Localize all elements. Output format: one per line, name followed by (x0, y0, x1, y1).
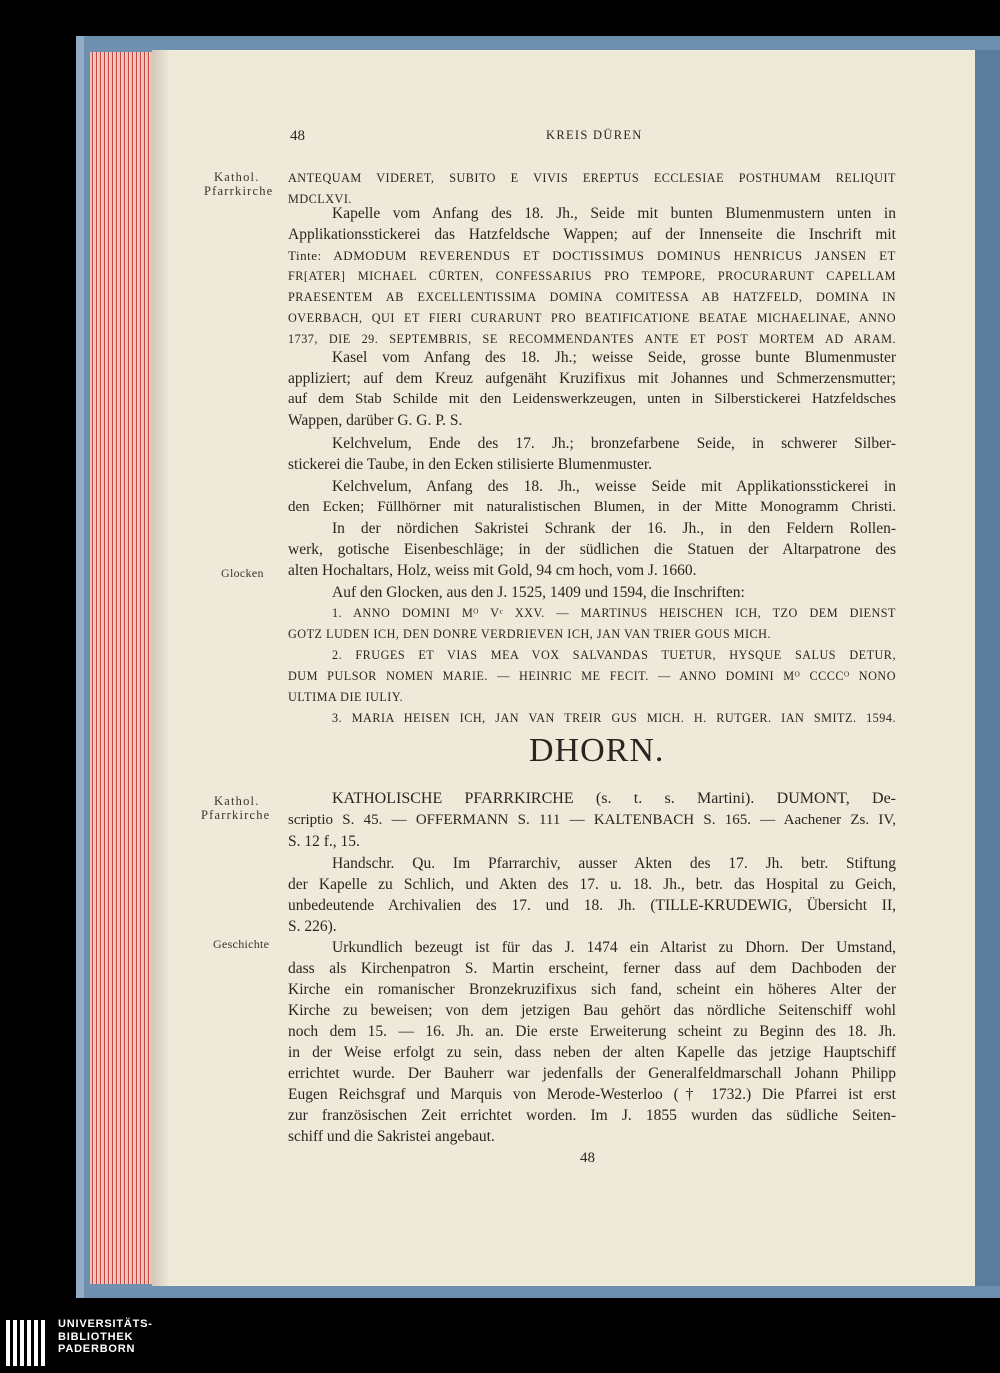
text-line-24: 2. FRUGES ET VIAS MEA VOX SALVANDAS TUETUR, HYSQUE SALUS DETUR, (332, 648, 896, 662)
text-line-09: 1737, DIE 29. SEPTEMBRIS, SE RECOMMENDANTES ANTE ET POST MORTEM AD ARAM. (288, 332, 896, 346)
text-line-14: Kelchvelum, Ende des 17. Jh.; bronzefarbene Seide, in schwerer Silber- (332, 435, 896, 452)
footer-page-number: 48 (580, 1150, 595, 1166)
text-line-12: auf dem Stab Schilde mit den Leidenswerkzeugen, unten in Silberstickerei Hatzfeldsches (288, 391, 896, 407)
text-line-31: Handschr. Qu. Im Pfarrarchiv, ausser Akten des 17. Jh. betr. Stiftung (332, 855, 896, 872)
text-line-03: Kapelle vom Anfang des 18. Jh., Seide mit bunten Blumenmustern unten in (332, 205, 896, 222)
text-line-27: 3. MARIA HEISEN ICH, JAN VAN TREIR GUS MICH. H. RUTGER. IAN SMITZ. 1594. (332, 711, 896, 725)
text-line-26: ULTIMA DIE IULIY. (288, 690, 404, 704)
text-line-20: alten Hochaltars, Holz, weiss mit Gold, 94 cm hoch, vom J. 1660. (288, 562, 697, 579)
margin-note-glocken: Glocken (221, 566, 264, 580)
text-line-04: Applikationsstickerei das Hatzfeldsche Wappen; auf der Innenseite die Inschrift mit (288, 226, 896, 243)
text-line-02: MDCLXVI. (288, 192, 352, 206)
text-line-25: DUM PULSOR NOMEN MARIE. — HEINRIC ME FECIT. — ANNO DOMINI Mᴼ CCCCᴼ NONO (288, 669, 896, 683)
text-line-30: S. 12 f., 15. (288, 833, 360, 850)
margin-note-geschichte: Geschichte (213, 937, 270, 951)
text-line-29: scriptio S. 45. — OFFERMANN S. 111 — KALTENBACH S. 165. — Aachener Zs. IV, (288, 812, 896, 828)
cover-right-strip (975, 50, 1000, 1286)
text-line-32: der Kapelle zu Schlich, und Akten des 17. u. 18. Jh., betr. das Hospital zu Geich, (288, 876, 896, 893)
text-line-41: errichtet wurde. Der Bauherr war jedenfalls der Generalfeldmarschall Johann Philipp (288, 1065, 896, 1082)
text-line-13: Wappen, darüber G. G. P. S. (288, 412, 463, 429)
text-line-17: den Ecken; Füllhörner mit naturalistischen Blumen, in der Mitte Monogramm Christi. (288, 499, 896, 515)
library-logo-line-1: UNIVERSITÄTS- (58, 1318, 153, 1330)
text-line-37: Kirche ein romanischer Bronzekruzifixus sich fand, scheint ein höheres Alter der (288, 981, 896, 998)
text-line-28: KATHOLISCHE PFARRKIRCHE (s. t. s. Martini). DUMONT, De- (332, 790, 896, 807)
margin-note-kathol: Kathol. (214, 170, 260, 184)
library-logo-text (58, 1318, 153, 1356)
text-line-23: GOTZ LUDEN ICH, DEN DONRE VERDRIEVEN ICH, JAN VAN TRIER GOUS MICH. (288, 627, 772, 641)
text-line-40: in der Weise erfolgt zu sein, dass neben der alten Kapelle das jetzige Hauptschiff (288, 1044, 896, 1061)
text-line-01: ANTEQUAM VIDERET, SUBITO E VIVIS EREPTUS ECCLESIAE POSTHUMAM RELIQUIT (288, 171, 896, 185)
page-edges (90, 52, 152, 1284)
text-line-18: In der nördichen Sakristei Schrank der 16. Jh., in den Feldern Rollen- (332, 520, 896, 537)
text-line-11: appliziert; auf dem Kreuz aufgenäht Kruzifixus mit Johannes und Schmerzensmutter; (288, 370, 896, 387)
text-line-36: dass als Kirchenpatron S. Martin erscheint, ferner dass auf dem Dachboden der (288, 960, 896, 977)
text-line-39: noch dem 15. — 16. Jh. an. Die erste Erweiterung scheint zu Beginn des 18. Jh. (288, 1023, 896, 1040)
page-gutter-shadow (152, 50, 170, 1286)
library-logo-line-3: PADERBORN (58, 1343, 136, 1355)
section-heading-dhorn: DHORN. (529, 732, 665, 769)
library-logo-line-2: BIBLIOTHEK (58, 1330, 134, 1343)
margin-note-pfarrkirche-2: Pfarrkirche (201, 808, 271, 822)
text-line-16: Kelchvelum, Anfang des 18. Jh., weisse Seide mit Applikationsstickerei in (332, 478, 896, 495)
text-line-21: Auf den Glocken, aus den J. 1525, 1409 und 1594, die Inschriften: (332, 584, 745, 601)
text-line-15: stickerei die Taube, in den Ecken stilisierte Blumenmuster. (288, 456, 653, 473)
text-line-07: PRAESENTEM AB EXCELLENTISSIMA DOMINA COMITESSA AB HATZFELD, DOMINA IN (288, 290, 896, 304)
text-line-43: zur französischen Zeit errichtet worden. Im J. 1855 wurden das südliche Seiten- (288, 1107, 896, 1124)
text-line-22: 1. ANNO DOMINI Mᴼ Vᶜ XXV. — MARTINUS HEISCHEN ICH, TZO DEM DIENST (332, 606, 896, 620)
text-line-10: Kasel vom Anfang des 18. Jh.; weisse Seide, grosse bunte Blumenmuster (332, 349, 896, 366)
text-line-44: schiff und die Sakristei angebaut. (288, 1128, 495, 1145)
header-page-number: 48 (290, 128, 305, 144)
text-line-38: Kirche zu beweisen; von dem jetzigen Bau gehört das nördliche Seitenschiff wohl (288, 1002, 896, 1019)
running-title: KREIS DÜREN (546, 128, 643, 142)
text-line-35: Urkundlich bezeugt ist für das J. 1474 ein Altarist zu Dhorn. Der Umstand, (332, 939, 896, 956)
text-line-19: werk, gotische Eisenbeschläge; in der südlichen die Statuen der Altarpatrone des (288, 541, 896, 558)
text-line-06: FR[ATER] MICHAEL CÜRTEN, CONFESSARIUS PRO TEMPORE, PROCURARUNT CAPELLAM (288, 269, 896, 283)
text-line-42: Eugen Reichsgraf und Marquis von Merode-Westerloo († 1732.) Die Pfarrei ist erst (288, 1086, 896, 1103)
text-line-33: unbedeutende Archivalien des 17. und 18. Jh. (TILLE-KRUDEWIG, Übersicht II, (288, 897, 896, 914)
text-line-08: OVERBACH, QUI ET FIERI CURARUNT PRO BEATIFICATIONE BEATAE MICHAELINAE, ANNO (288, 311, 896, 325)
text-line-05: Tinte: ADMODUM REVERENDUS ET DOCTISSIMUS DOMINUS HENRICUS JANSEN ET (288, 248, 896, 263)
library-logo-icon (6, 1320, 48, 1366)
book-cover-edge (76, 36, 84, 1298)
margin-note-pfarrkirche: Pfarrkirche (204, 184, 274, 198)
margin-note-kathol-2: Kathol. (214, 794, 260, 808)
text-line-34: S. 226). (288, 918, 337, 935)
